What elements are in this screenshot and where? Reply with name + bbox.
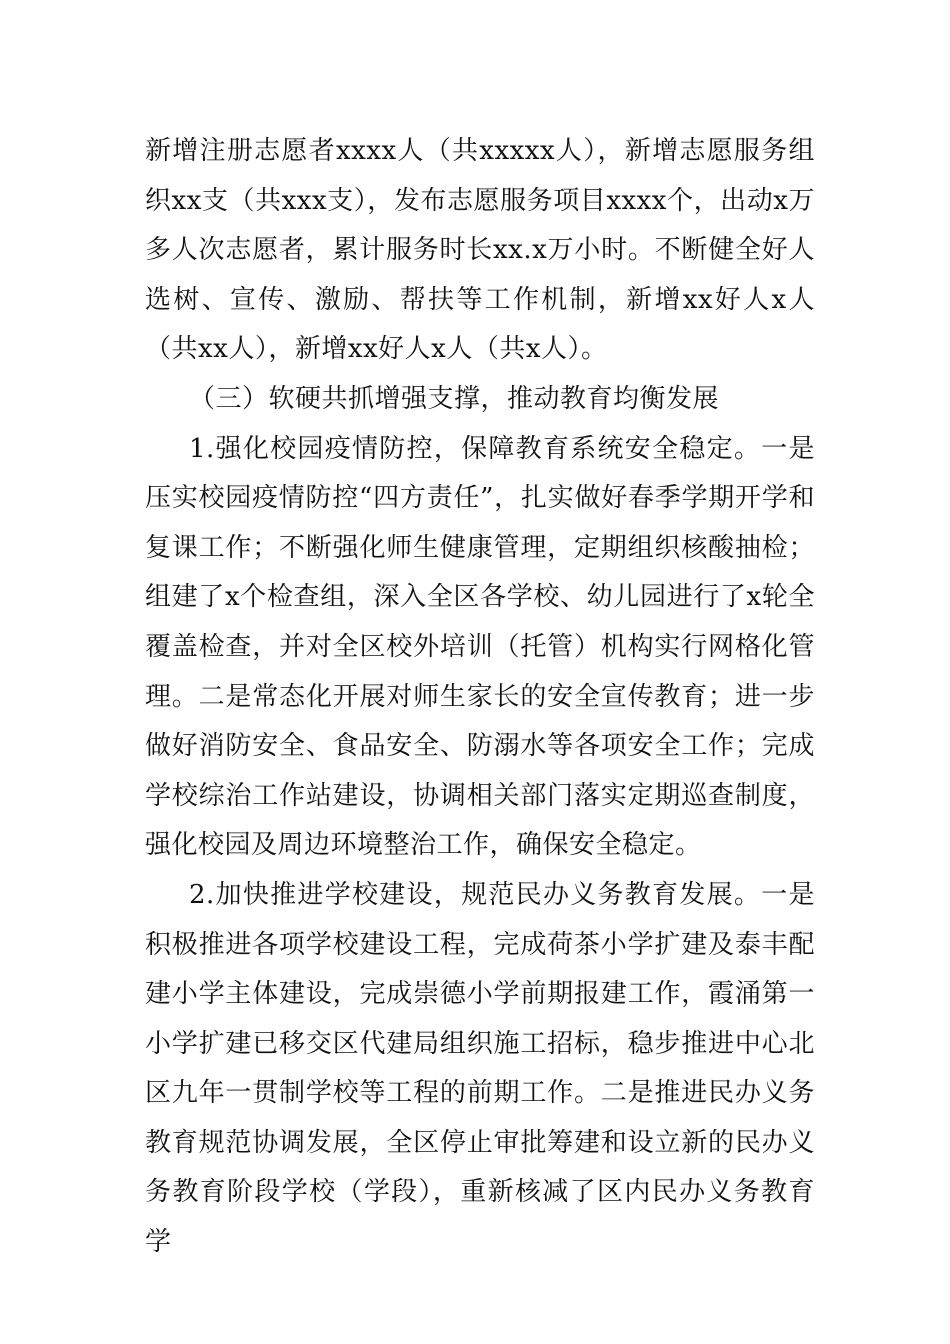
paragraph-volunteer-stats: 新增注册志愿者xxxx人（共xxxxx人），新增志愿服务组织xx支（共xxx支），发布志愿服务项目xxxx个，出动x万多人次志愿者，累计服务时长xx.x万小时。不断健全好人选树、宣传、激励、帮扶等工作机制，新增xx好人x人（共xx人），新增xx好人x人（共x人）。 bbox=[145, 136, 815, 365]
document-body bbox=[145, 127, 815, 1268]
section-heading: （三）软硬共抓增强支撑，推动教育均衡发展 bbox=[189, 383, 720, 414]
paragraph-item-2: 2.加快推进学校建设，规范民办义务教育发展。一是积极推进各项学校建设工程，完成荷茶小学扩建及泰丰配建小学主体建设，完成崇德小学前期报建工作，霞涌第一小学扩建已移交区代建局组织施工招标，稳步推进中心北区九年一贯制学校等工程的前期工作。二是推进民办义务教育规范协调发展，全区停止审批筹建和设立新的民办义务教育阶段学校（学段），重新核减了区内民办义务教育学 bbox=[145, 879, 815, 1258]
paragraph-item-1: 1.强化校园疫情防控，保障教育系统安全稳定。一是压实校园疫情防控“四方责任”，扎实做好春季学期开学和复课工作；不断强化师生健康管理，定期组织核酸抽检；组建了x个检查组，深入全区各学校、幼儿园进行了x轮全覆盖检查，并对全区校外培训（托管）机构实行网格化管理。二是常态化开展对师生家长的安全宣传教育；进一步做好消防安全、食品安全、防溺水等各项安全工作；完成学校综治工作站建设，协调相关部门落实定期巡查制度，强化校园及周边环境整治工作，确保安全稳定。 bbox=[145, 433, 815, 861]
